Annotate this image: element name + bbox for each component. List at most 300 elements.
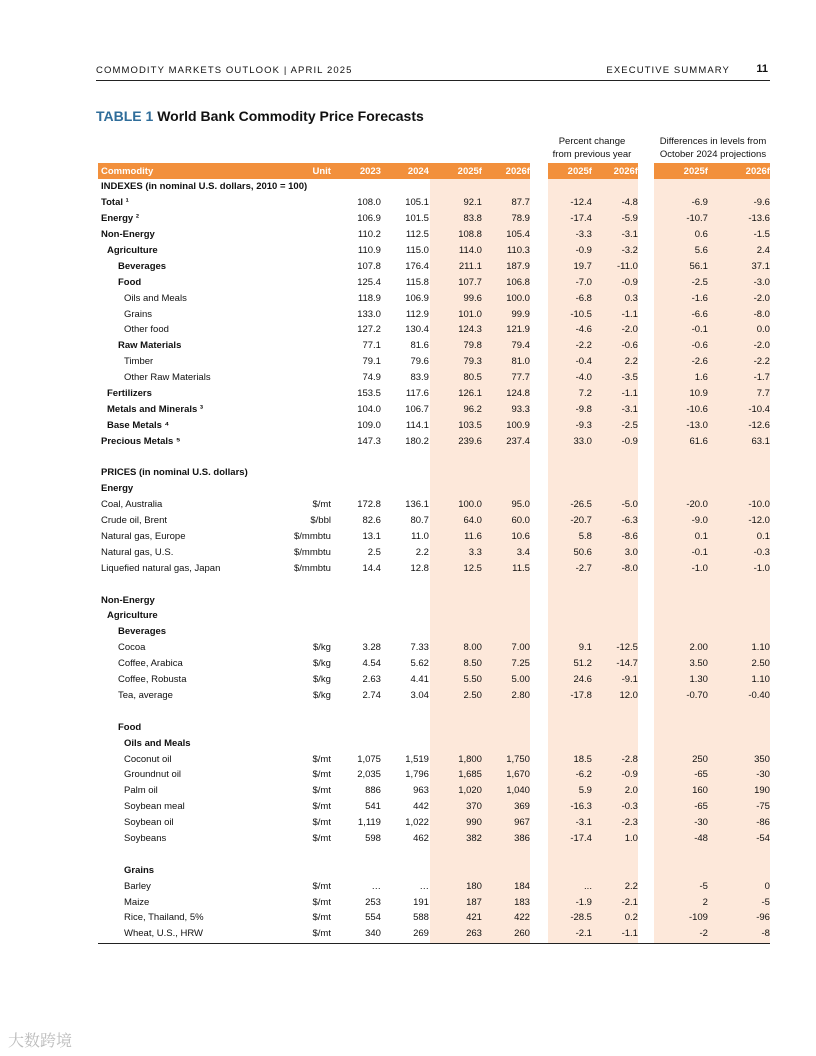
cell-v2023: 110.2 [357,229,381,241]
diff-header-line1: Differences in levels from [659,136,767,147]
cell-pct2025f: 5.8 [578,531,592,543]
row-label: Metals and Minerals ³ [107,403,204,415]
row-label: Total ¹ [101,197,129,209]
cell-diff2026f: -0.40 [748,689,770,701]
table-title-text: World Bank Commodity Price Forecasts [153,108,424,124]
cell-pct2025f: -2.2 [575,340,592,352]
cell-pct2026f: 2.0 [624,785,638,797]
cell-v2025f: 99.6 [463,292,482,304]
cell-v2024: … [419,880,429,892]
cell-v2024: 11.0 [411,531,429,543]
cell-v2025f: 107.7 [458,276,482,288]
cell-pct2026f: -5.0 [621,499,638,511]
cell-pct2026f: -12.5 [616,642,638,654]
row-label: Grains [124,308,152,320]
cell-pct2025f: -20.7 [570,515,592,527]
row-label: Non-Energy [101,594,155,606]
cell-diff2026f: -1.7 [753,372,770,384]
cell-pct2026f: 2.2 [624,356,638,368]
col-2026f: 2026f [505,165,530,177]
table-row [98,815,770,831]
cell-pct2026f: -0.9 [621,276,638,288]
cell-pct2026f: 1.0 [624,832,638,844]
cell-v2026f: 237.4 [506,435,530,447]
cell-diff2025f: -65 [694,769,708,781]
cell-diff2026f: -13.6 [748,213,770,225]
cell-diff2025f: 3.50 [689,658,708,670]
column-header-row [98,163,770,179]
cell-pct2026f: -14.7 [616,658,638,670]
cell-pct2026f: -11.0 [617,260,638,272]
cell-v2026f: 124.8 [506,388,530,400]
row-label: Coffee, Arabica [118,658,183,670]
percent-change-group-header [544,135,640,161]
cell-v2024: 101.5 [405,213,429,225]
cell-diff2026f: -10.4 [748,403,770,415]
cell-v2023: 253 [365,896,381,908]
table-row [98,513,770,529]
table-row [98,227,770,243]
row-unit: $/bbl [310,515,331,527]
table-row [98,290,770,306]
cell-pct2026f: -1.1 [621,388,638,400]
cell-v2023: 109.0 [357,419,381,431]
cell-v2024: 79.6 [410,356,429,368]
cell-pct2025f: 9.1 [578,642,592,654]
cell-pct2026f: -0.9 [621,435,638,447]
row-label: Natural gas, Europe [101,531,186,543]
diff-header-line2: October 2024 projections [659,149,767,160]
cell-v2023: 108.0 [357,197,381,209]
cell-v2023: 79.1 [362,356,381,368]
cell-v2023: 110.9 [357,245,381,256]
cell-diff2026f: 350 [754,753,770,765]
row-unit: $/mt [312,499,331,511]
cell-diff2025f: 0.6 [694,229,708,241]
cell-v2023: 598 [365,832,381,844]
group-heading-row [98,624,770,640]
cell-v2025f: 180 [466,880,482,892]
cell-v2024: 106.9 [405,292,429,304]
cell-v2025f: 382 [466,832,482,844]
row-unit [294,227,331,243]
cell-v2025f: 370 [466,801,482,813]
cell-v2024: 114.1 [405,419,429,431]
cell-diff2025f: -2.6 [691,356,708,368]
cell-diff2026f: 37.1 [751,260,770,272]
cell-pct2026f: -9.1 [621,674,638,686]
cell-pct2025f: 18.5 [573,753,592,765]
cell-diff2026f: -9.6 [753,197,770,209]
cell-v2025f: 187 [466,896,482,908]
col-pct-2026f: 2026f [613,165,638,177]
table-row [98,258,770,274]
cell-diff2025f: -10.7 [686,213,708,225]
cell-v2026f: 369 [514,801,530,813]
cell-diff2025f: 0.1 [694,531,708,543]
cell-v2024: 80.7 [410,515,429,527]
row-unit: $/mt [312,912,331,924]
cell-v2026f: 5.00 [511,674,530,686]
row-unit [294,354,331,370]
group-heading-row [98,481,770,497]
cell-v2024: 112.9 [405,308,429,320]
cell-pct2026f: -2.5 [621,419,638,431]
cell-v2023: 1,075 [357,753,381,765]
cell-v2026f: 422 [514,912,530,924]
row-unit: $/kg [313,689,331,701]
cell-pct2026f: 2.2 [624,880,638,892]
table-row [98,386,770,402]
cell-pct2025f: -9.3 [575,419,592,431]
cell-v2024: 4.41 [410,674,429,686]
cell-pct2025f: -10.5 [570,308,592,320]
row-label: Oils and Meals [124,737,191,749]
table-row [98,417,770,433]
row-label: Maize [124,896,150,908]
cell-pct2026f: -2.1 [621,896,638,908]
cell-pct2026f: -6.3 [621,515,638,527]
cell-v2023: 147.3 [357,435,381,447]
row-unit [294,290,331,306]
row-label: Base Metals ⁴ [107,419,170,431]
cell-pct2025f: 24.6 [573,674,592,686]
row-unit: $/mt [312,769,331,781]
cell-v2023: 340 [365,928,381,940]
cell-v2023: 541 [365,801,381,813]
cell-v2026f: 87.7 [511,197,530,209]
cell-diff2026f: -96 [756,912,770,924]
cell-diff2025f: -6.6 [691,308,708,320]
cell-diff2026f: 2.50 [751,658,770,670]
table-row [98,799,770,815]
row-unit [294,338,331,354]
table-row [98,688,770,704]
row-unit: $/kg [313,642,331,654]
cell-v2023: 554 [365,912,381,924]
row-unit: $/mmbtu [294,562,331,574]
cell-v2026f: 7.25 [511,658,530,670]
cell-diff2026f: -2.0 [753,292,770,304]
cell-v2026f: 78.9 [511,213,530,225]
table-row [98,211,770,227]
row-label: Wheat, U.S., HRW [124,928,204,940]
cell-v2025f: 83.8 [463,213,482,225]
cell-pct2025f: 50.6 [573,546,592,558]
row-label: Food [118,721,142,733]
col-diff-2026f: 2026f [745,165,770,177]
table-title [96,108,424,124]
cell-diff2026f: -12.0 [748,515,770,527]
cell-diff2025f: -5 [699,880,708,892]
cell-diff2025f: -48 [694,832,708,844]
row-label: Raw Materials [118,340,182,352]
cell-v2026f: 77.7 [511,372,530,384]
cell-diff2025f: -2.5 [691,276,708,288]
cell-v2026f: 100.0 [506,292,530,304]
cell-diff2025f: 2.00 [689,642,708,654]
row-unit: $/mt [312,928,331,940]
cell-v2024: 2.2 [415,546,429,558]
cell-v2025f: 64.0 [463,515,482,527]
cell-v2025f: 126.1 [458,388,482,400]
cell-v2025f: 421 [466,912,482,924]
row-unit: $/mmbtu [294,531,331,543]
row-label: Coconut oil [124,753,172,765]
table-number: TABLE 1 [96,108,154,124]
cell-v2024: 81.6 [410,340,429,352]
cell-v2026f: 60.0 [511,515,530,527]
row-label: Coal, Australia [101,499,163,511]
cell-v2026f: 967 [514,817,530,829]
cell-pct2025f: -4.0 [575,372,592,384]
cell-diff2026f: 0.0 [756,324,770,336]
col-unit: Unit [312,165,331,177]
cell-v2023: 82.6 [362,515,381,527]
row-label: Cocoa [118,642,146,654]
cell-diff2025f: -1.6 [691,292,708,304]
cell-v2026f: 3.4 [516,546,530,558]
cell-v2025f: 11.6 [464,531,482,543]
cell-pct2026f: -0.9 [621,769,638,781]
row-label: PRICES (in nominal U.S. dollars) [101,467,248,479]
row-label: Grains [124,864,155,876]
cell-v2024: 3.04 [410,689,429,701]
cell-pct2025f: 33.0 [573,435,592,447]
running-header [96,64,770,81]
table-body [98,179,770,942]
cell-pct2025f: -3.1 [575,817,592,829]
cell-pct2026f: -4.8 [621,197,638,209]
cell-diff2025f: -0.1 [691,546,708,558]
row-unit: $/mt [312,896,331,908]
row-unit [294,401,331,417]
row-label: Other Raw Materials [124,372,211,384]
cell-pct2026f: -3.5 [621,372,638,384]
cell-v2023: 4.54 [362,658,381,670]
row-label: Energy ² [101,213,140,225]
cell-pct2025f: 7.2 [578,388,592,400]
table-row [98,195,770,211]
row-label: Tea, average [118,689,173,701]
row-label: Soybean meal [124,801,185,813]
table-row [98,640,770,656]
row-label: Coffee, Robusta [118,674,187,686]
cell-pct2026f: -2.3 [621,817,638,829]
cell-diff2025f: 10.9 [689,388,708,400]
cell-v2025f: 100.0 [458,499,482,511]
group-heading-row [98,735,770,751]
cell-pct2026f: -2.8 [621,753,638,765]
row-label: Beverages [118,626,167,638]
cell-v2024: 5.62 [410,658,429,670]
row-unit [294,274,331,290]
cell-diff2026f: -75 [756,801,770,813]
row-unit [294,243,331,259]
watermark: 大数跨境 [8,1033,73,1050]
cell-v2023: 118.9 [357,292,381,304]
row-unit [294,433,331,449]
row-label: Energy [101,483,134,495]
cell-diff2026f: -8.0 [753,308,770,320]
cell-diff2026f: -5 [761,896,770,908]
cell-pct2026f: -1.1 [621,928,638,940]
cell-v2024: 1,796 [405,769,429,781]
cell-v2026f: 260 [514,928,530,940]
cell-pct2025f: -2.1 [575,928,592,940]
table-row [98,656,770,672]
cell-diff2025f: -1.0 [691,562,708,574]
cell-v2023: 127.2 [357,324,381,336]
cell-diff2026f: -0.3 [753,546,770,558]
cell-diff2025f: 5.6 [694,245,708,256]
cell-diff2026f: 2.4 [756,245,770,256]
row-label: Non-Energy [101,229,155,241]
row-label: Natural gas, U.S. [101,546,174,558]
cell-v2023: 2.74 [362,689,381,701]
cell-v2024: 117.6 [405,388,429,400]
spacer-row [98,449,770,465]
row-label: Beverages [118,260,167,272]
cell-pct2025f: -0.9 [575,245,592,256]
cell-v2025f: 5.50 [463,674,482,686]
cell-pct2026f: -3.1 [621,229,638,241]
row-unit [294,195,331,211]
cell-v2023: 1,119 [357,817,381,829]
spacer-row [98,846,770,862]
section-title: EXECUTIVE SUMMARY [606,65,730,76]
col-2023: 2023 [359,165,381,177]
cell-v2025f: 79.8 [463,340,482,352]
cell-diff2026f: -1.0 [753,562,770,574]
cell-v2024: 105.1 [405,197,429,209]
cell-v2024: 191 [413,896,429,908]
table-row [98,338,770,354]
col-2025f: 2025f [457,165,482,177]
row-unit [294,211,331,227]
cell-v2026f: 106.8 [506,276,530,288]
cell-v2025f: 101.0 [458,308,482,320]
table-row [98,401,770,417]
cell-v2026f: 183 [514,896,530,908]
cell-v2023: 2.5 [367,546,381,558]
cell-v2025f: 103.5 [458,419,482,431]
spacer-row [98,703,770,719]
table-row [98,370,770,386]
cell-v2026f: 11.5 [512,562,530,574]
cell-diff2025f: -20.0 [686,499,708,511]
row-label: Fertilizers [107,388,152,400]
cell-diff2025f: -10.6 [686,403,708,415]
cell-v2026f: 386 [514,832,530,844]
cell-diff2026f: -1.5 [753,229,770,241]
table-row [98,544,770,560]
table-row [98,672,770,688]
cell-pct2026f: -1.1 [621,308,638,320]
difference-group-header [652,135,774,161]
cell-pct2026f: -3.1 [621,403,638,415]
group-heading-row [98,862,770,878]
cell-v2025f: 8.50 [463,658,482,670]
row-label: Liquefied natural gas, Japan [101,562,221,574]
cell-v2025f: 96.2 [463,403,482,415]
row-unit: $/kg [313,674,331,686]
cell-v2026f: 184 [514,880,530,892]
cell-v2023: 3.28 [362,642,381,654]
row-unit [294,386,331,402]
cell-v2024: 588 [413,912,429,924]
cell-v2025f: 108.8 [458,229,482,241]
cell-v2026f: 1,750 [506,753,530,765]
row-label: Barley [124,880,151,892]
row-unit [294,258,331,274]
row-label: Soybeans [124,832,167,844]
cell-v2024: 7.33 [410,642,429,654]
cell-v2026f: 81.0 [511,356,530,368]
cell-v2026f: 10.6 [511,531,530,543]
cell-pct2025f: 5.9 [578,785,592,797]
row-unit: $/mt [312,817,331,829]
row-unit [294,322,331,338]
cell-pct2025f: -16.3 [570,801,592,813]
cell-diff2025f: 2 [702,896,708,908]
cell-v2024: 176.4 [405,260,429,272]
cell-diff2025f: -0.1 [691,324,708,336]
cell-pct2025f: -17.4 [570,832,592,844]
cell-pct2025f: -6.2 [575,769,592,781]
table-row [98,354,770,370]
cell-v2023: 125.4 [357,276,381,288]
cell-v2025f: 2.50 [463,689,482,701]
cell-diff2026f: 0 [764,880,770,892]
cell-diff2025f: -2 [699,928,708,940]
cell-pct2025f: -9.8 [575,403,592,415]
cell-pct2025f: 19.7 [573,260,592,272]
cell-diff2026f: -2.2 [753,356,770,368]
cell-diff2026f: -10.0 [748,499,770,511]
section-row [98,179,770,195]
cell-v2026f: 79.4 [511,340,530,352]
cell-v2025f: 92.1 [463,197,482,209]
row-label: Agriculture [107,245,158,256]
cell-v2024: 442 [413,801,429,813]
cell-v2025f: 1,020 [458,785,482,797]
row-unit: $/mt [312,801,331,813]
cell-diff2026f: -8 [761,928,770,940]
cell-diff2026f: 1.10 [751,674,770,686]
table-row [98,783,770,799]
table-row [98,497,770,513]
row-unit: $/kg [313,658,331,670]
cell-diff2026f: -2.0 [753,340,770,352]
cell-pct2026f: -8.6 [621,531,638,543]
cell-v2024: 462 [413,832,429,844]
cell-pct2026f: 0.2 [624,912,638,924]
table-row [98,894,770,910]
row-label: Precious Metals ⁵ [101,435,181,447]
cell-diff2026f: -30 [756,769,770,781]
cell-v2025f: 239.6 [458,435,482,447]
cell-pct2025f: 51.2 [573,658,592,670]
cell-diff2026f: 63.1 [751,435,770,447]
cell-diff2025f: 250 [692,753,708,765]
cell-diff2025f: 160 [692,785,708,797]
cell-v2024: 112.5 [405,229,429,241]
cell-v2023: 172.8 [357,499,381,511]
table-row [98,831,770,847]
cell-diff2025f: 56.1 [689,260,708,272]
table-row [98,274,770,290]
